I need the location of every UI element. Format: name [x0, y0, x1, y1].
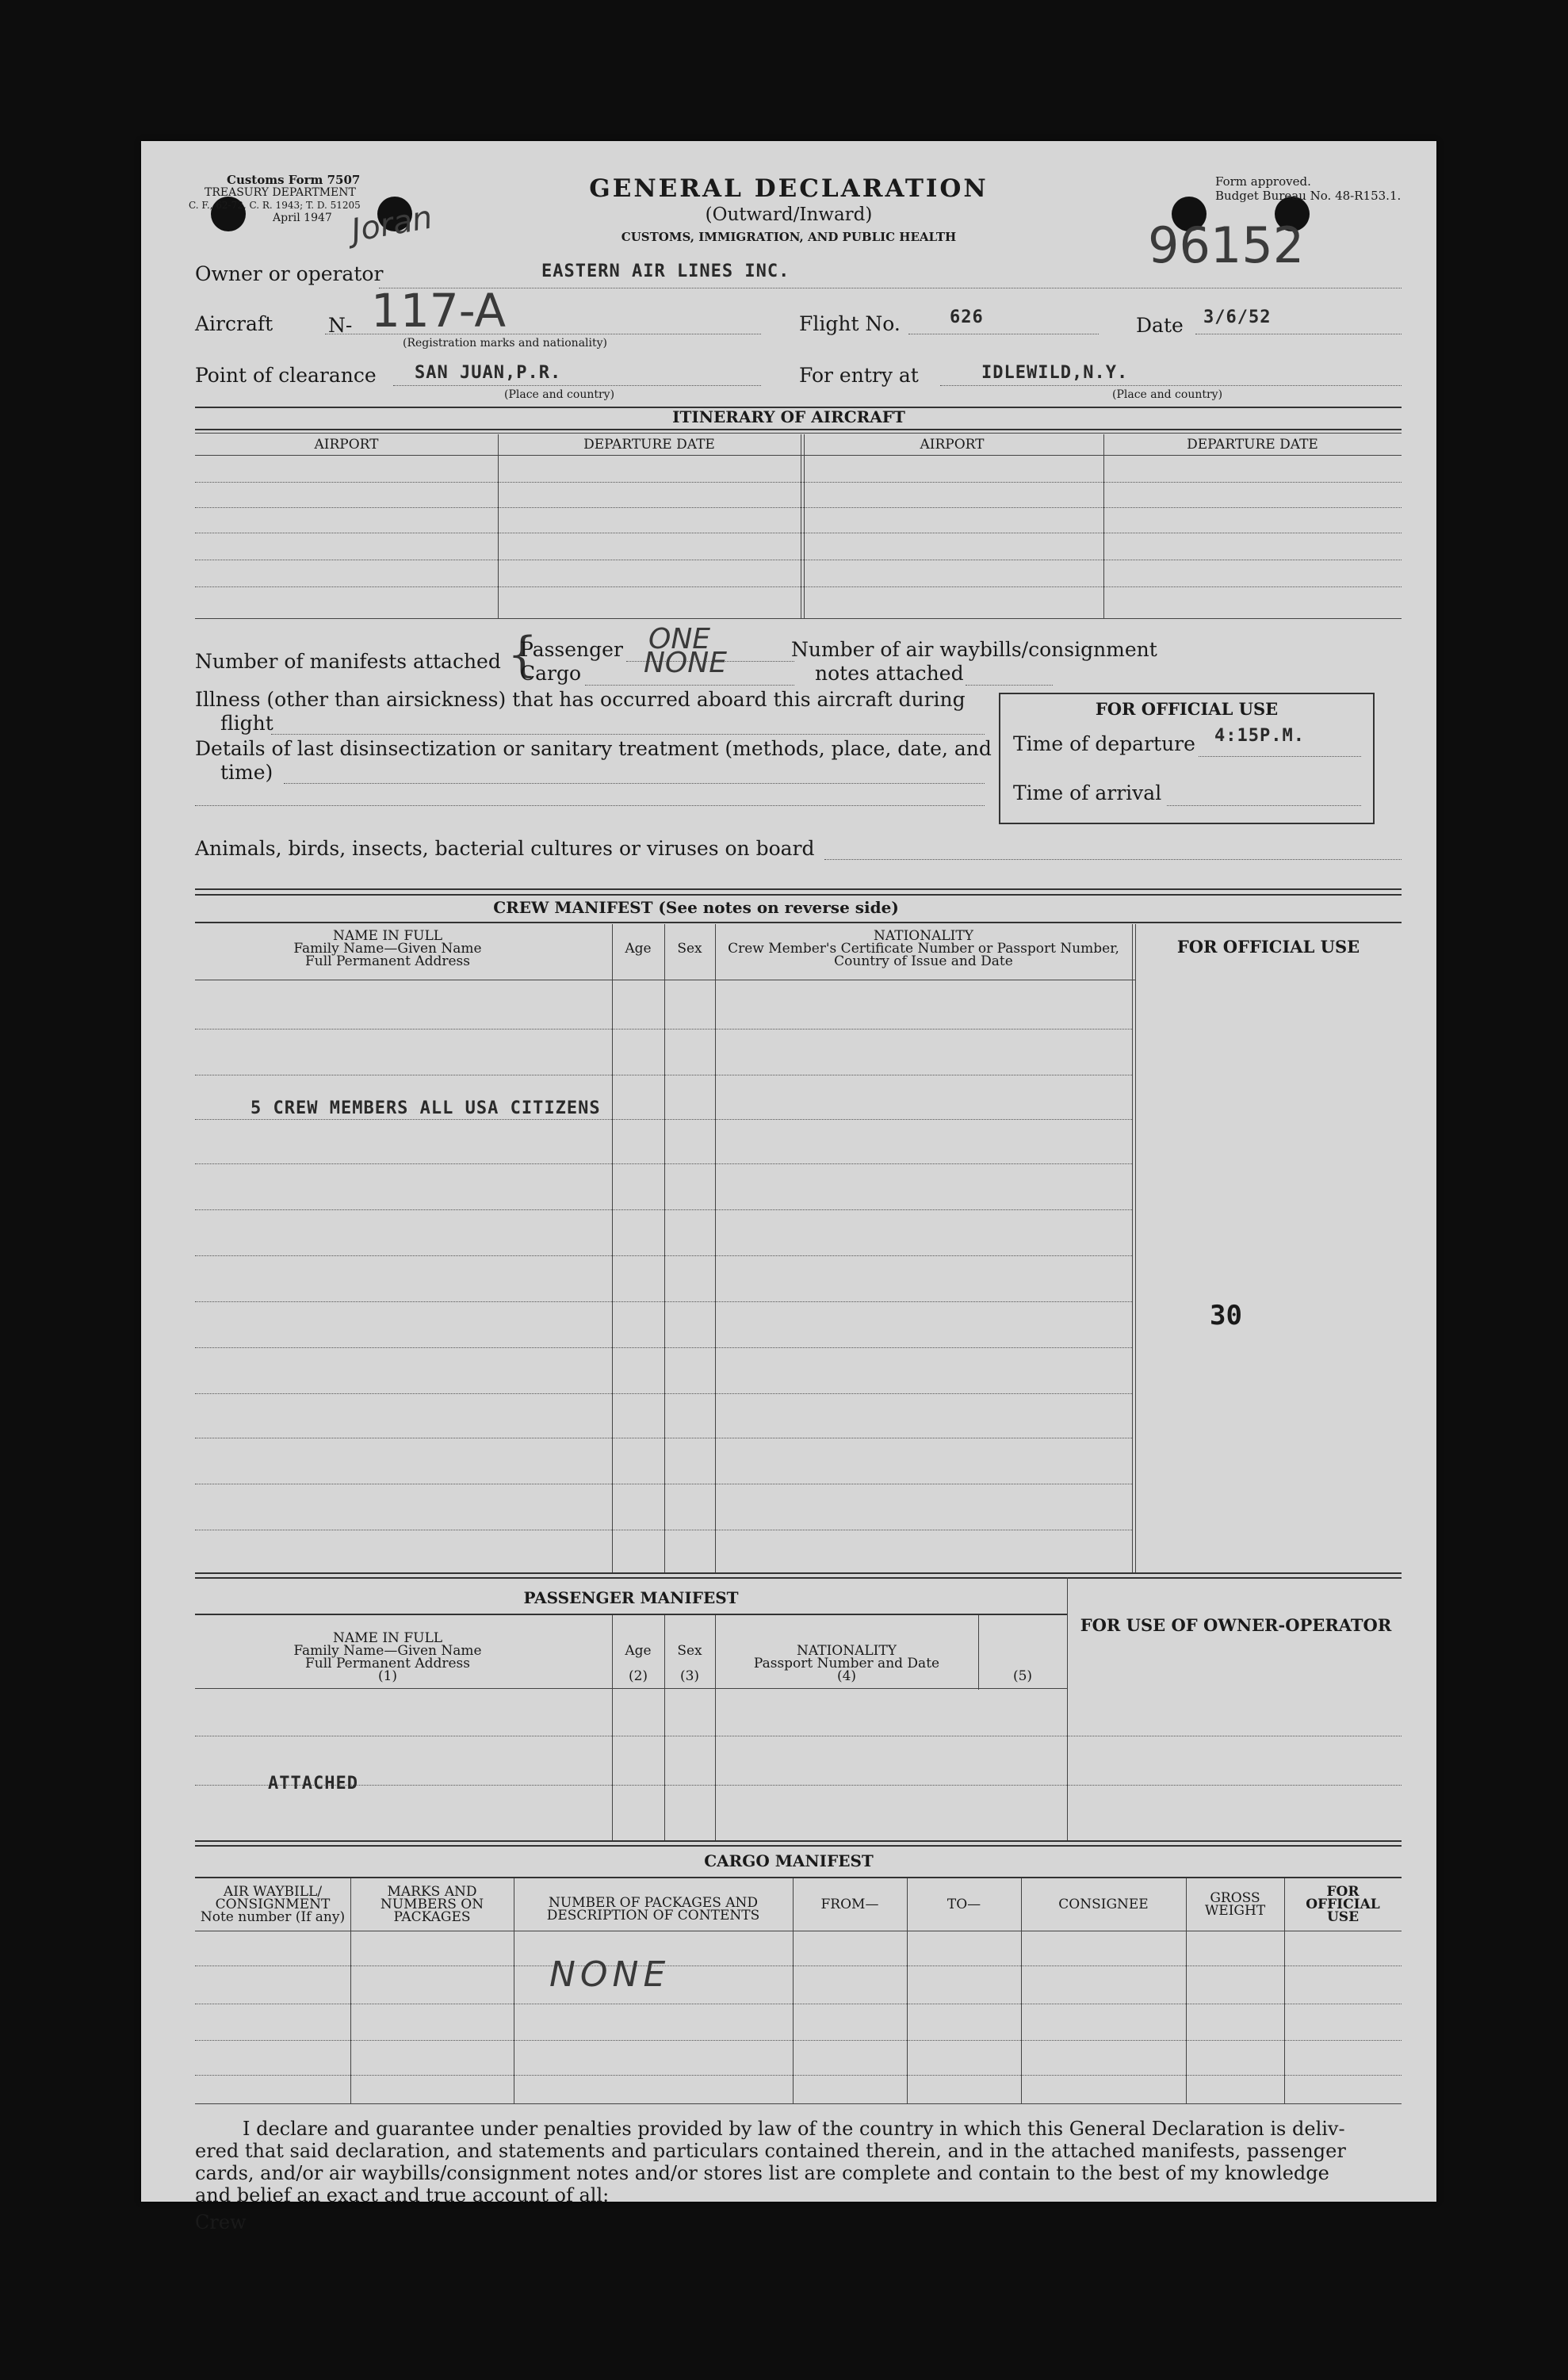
disinsect-label-1: Details of last disinsectization or sanitary treatment (methods, place, date, and [195, 737, 992, 760]
arrival-label: Time of arrival [1013, 781, 1162, 804]
passenger-col-5: (5) [1012, 1668, 1033, 1684]
cargo-col-waybill-2: CONSIGNMENT [215, 1897, 331, 1912]
cargo-col-waybill-1: AIR WAYBILL/ [223, 1884, 323, 1900]
declaration-line-4: and belief an exact and true account of all: [195, 2184, 610, 2206]
cargo-entry: NONE [549, 1954, 671, 1995]
waybills-label-2: notes attached [815, 662, 964, 685]
cargo-col-marks-1: MARKS AND [387, 1884, 477, 1900]
cargo-title: CARGO MANIFEST [704, 1851, 874, 1870]
clearance-label: Point of clearance [195, 364, 377, 387]
waybills-label-1: Number of air waybills/consignment [791, 638, 1157, 661]
itinerary-col-airport-2: AIRPORT [920, 437, 985, 453]
page-title: GENERAL DECLARATION [589, 174, 989, 203]
aircraft-value: 117-A [371, 284, 507, 338]
brace: { [507, 627, 538, 682]
aircraft-caption: (Registration marks and nationality) [403, 337, 607, 350]
illness-label-2: flight [220, 712, 273, 735]
cargo-col-marks-3: PACKAGES [393, 1909, 471, 1925]
budget-bureau: Budget Bureau No. 48-R153.1. [1215, 189, 1402, 203]
passenger-col-name-3: Full Permanent Address [304, 1656, 470, 1671]
passenger-title: PASSENGER MANIFEST [523, 1588, 739, 1607]
declaration-line-3: cards, and/or air waybills/consignment notes and/or stores list are complete and contain to the best of my knowledge [195, 2162, 1329, 2184]
flight-value: 626 [950, 308, 984, 327]
crew-col-age: Age [625, 941, 652, 957]
crew-col-nat-1: NATIONALITY [874, 928, 973, 944]
passenger-col-name-1: NAME IN FULL [332, 1630, 443, 1646]
flight-label: Flight No. [799, 312, 901, 335]
department: TREASURY DEPARTMENT [205, 186, 356, 199]
crew-col-name-2: Family Name—Given Name [293, 941, 482, 957]
crew-title: CREW MANIFEST (See notes on reverse side) [493, 898, 899, 917]
departure-value: 4:15P.M. [1214, 726, 1305, 746]
form-date: April 1947 [273, 212, 332, 224]
crew-col-official: FOR OFFICIAL USE [1176, 937, 1360, 957]
crew-col-sex: Sex [677, 941, 702, 957]
declaration-item-crew: Crew [195, 2211, 247, 2233]
passenger-value: ONE [648, 623, 711, 655]
itinerary-col-date-2: DEPARTURE DATE [1187, 437, 1318, 453]
handwritten-mark: Joran [348, 199, 435, 250]
cargo-col-packages-1: NUMBER OF PACKAGES AND [548, 1895, 759, 1911]
form-approved: Form approved. [1215, 174, 1311, 189]
crew-col-name-1: NAME IN FULL [332, 928, 443, 944]
passenger-col-nat-num: (4) [836, 1668, 857, 1684]
page-subtitle: (Outward/Inward) [705, 204, 873, 225]
cargo-value: NONE [644, 647, 727, 679]
cargo-col-waybill-3: Note number (If any) [200, 1909, 346, 1925]
owner-value: EASTERN AIR LINES INC. [541, 262, 790, 281]
passenger-entry: ATTACHED [268, 1774, 358, 1794]
aircraft-prefix: N- [328, 314, 353, 337]
cargo-col-weight-1: GROSS [1210, 1890, 1260, 1906]
passenger-col-age-num: (2) [628, 1668, 648, 1684]
cargo-col-marks-2: NUMBERS ON [380, 1897, 484, 1912]
passenger-col-nat-1: NATIONALITY [797, 1643, 897, 1659]
entry-value: IDLEWILD,N.Y. [981, 363, 1129, 383]
cargo-col-weight-2: WEIGHT [1204, 1903, 1266, 1919]
cargo-col-to: TO— [947, 1897, 981, 1912]
disinsect-label-2: time) [220, 761, 273, 784]
declaration-bottom [141, 141, 1436, 2233]
passenger-col-age: Age [625, 1643, 652, 1659]
illness-label-1: Illness (other than airsickness) that has occurred aboard this aircraft during [195, 688, 966, 711]
passenger-col-sex: Sex [677, 1643, 702, 1659]
official-use-title: FOR OFFICIAL USE [1095, 699, 1279, 719]
passenger-col-sex-num: (3) [679, 1668, 700, 1684]
passenger-label: Passenger [520, 638, 623, 661]
declaration-line-2: ered that said declaration, and statements and particulars contained therein, and in the attached manifests, passenger [195, 2140, 1346, 2162]
department-code: C. F., 62-72, C. R. 1943; T. D. 51205 [189, 200, 361, 211]
cargo-col-official-2: OFFICIAL [1306, 1897, 1380, 1912]
manifests-label: Number of manifests attached [195, 650, 501, 673]
entry-caption: (Place and country) [1112, 388, 1223, 401]
aircraft-label: Aircraft [195, 312, 273, 335]
crew-col-nat-3: Country of Issue and Date [834, 953, 1013, 969]
clearance-caption: (Place and country) [504, 388, 615, 401]
date-label: Date [1136, 314, 1184, 337]
passenger-col-nat-2: Passport Number and Date [753, 1656, 940, 1671]
owner-label: Owner or operator [195, 262, 384, 285]
cargo-col-official-1: FOR [1326, 1884, 1360, 1900]
declaration-line-1: I declare and guarantee under penalties provided by law of the country in which this General Declaration is deliv- [243, 2118, 1345, 2140]
crew-entry: 5 CREW MEMBERS ALL USA CITIZENS [250, 1098, 601, 1118]
itinerary-col-airport-1: AIRPORT [314, 437, 379, 453]
crew-official-number: 30 [1210, 1300, 1242, 1331]
cargo-col-official-3: USE [1326, 1909, 1360, 1925]
crew-col-name-3: Full Permanent Address [304, 953, 470, 969]
entry-label: For entry at [799, 364, 919, 387]
passenger-col-name-2: Family Name—Given Name [293, 1643, 482, 1659]
cargo-col-consignee: CONSIGNEE [1058, 1897, 1149, 1912]
cargo-label: Cargo [520, 662, 582, 685]
cargo-col-from: FROM— [820, 1897, 879, 1912]
owner-use-title: FOR USE OF OWNER-OPERATOR [1080, 1615, 1392, 1635]
itinerary-title: ITINERARY OF AIRCRAFT [672, 407, 905, 426]
clearance-value: SAN JUAN,P.R. [415, 363, 562, 383]
cargo-col-packages-2: DESCRIPTION OF CONTENTS [546, 1908, 760, 1923]
itinerary-col-date-1: DEPARTURE DATE [583, 437, 715, 453]
form-number: Customs Form 7507 [227, 173, 361, 187]
date-value: 3/6/52 [1203, 308, 1272, 327]
agencies: CUSTOMS, IMMIGRATION, AND PUBLIC HEALTH [621, 230, 957, 244]
departure-label: Time of departure [1013, 732, 1195, 755]
animals-label: Animals, birds, insects, bacterial cultures or viruses on board [195, 837, 815, 860]
handwritten-number: 96152 [1148, 216, 1305, 274]
crew-col-nat-2: Crew Member's Certificate Number or Passport Number, [728, 941, 1119, 957]
passenger-col-name-num: (1) [377, 1668, 398, 1684]
